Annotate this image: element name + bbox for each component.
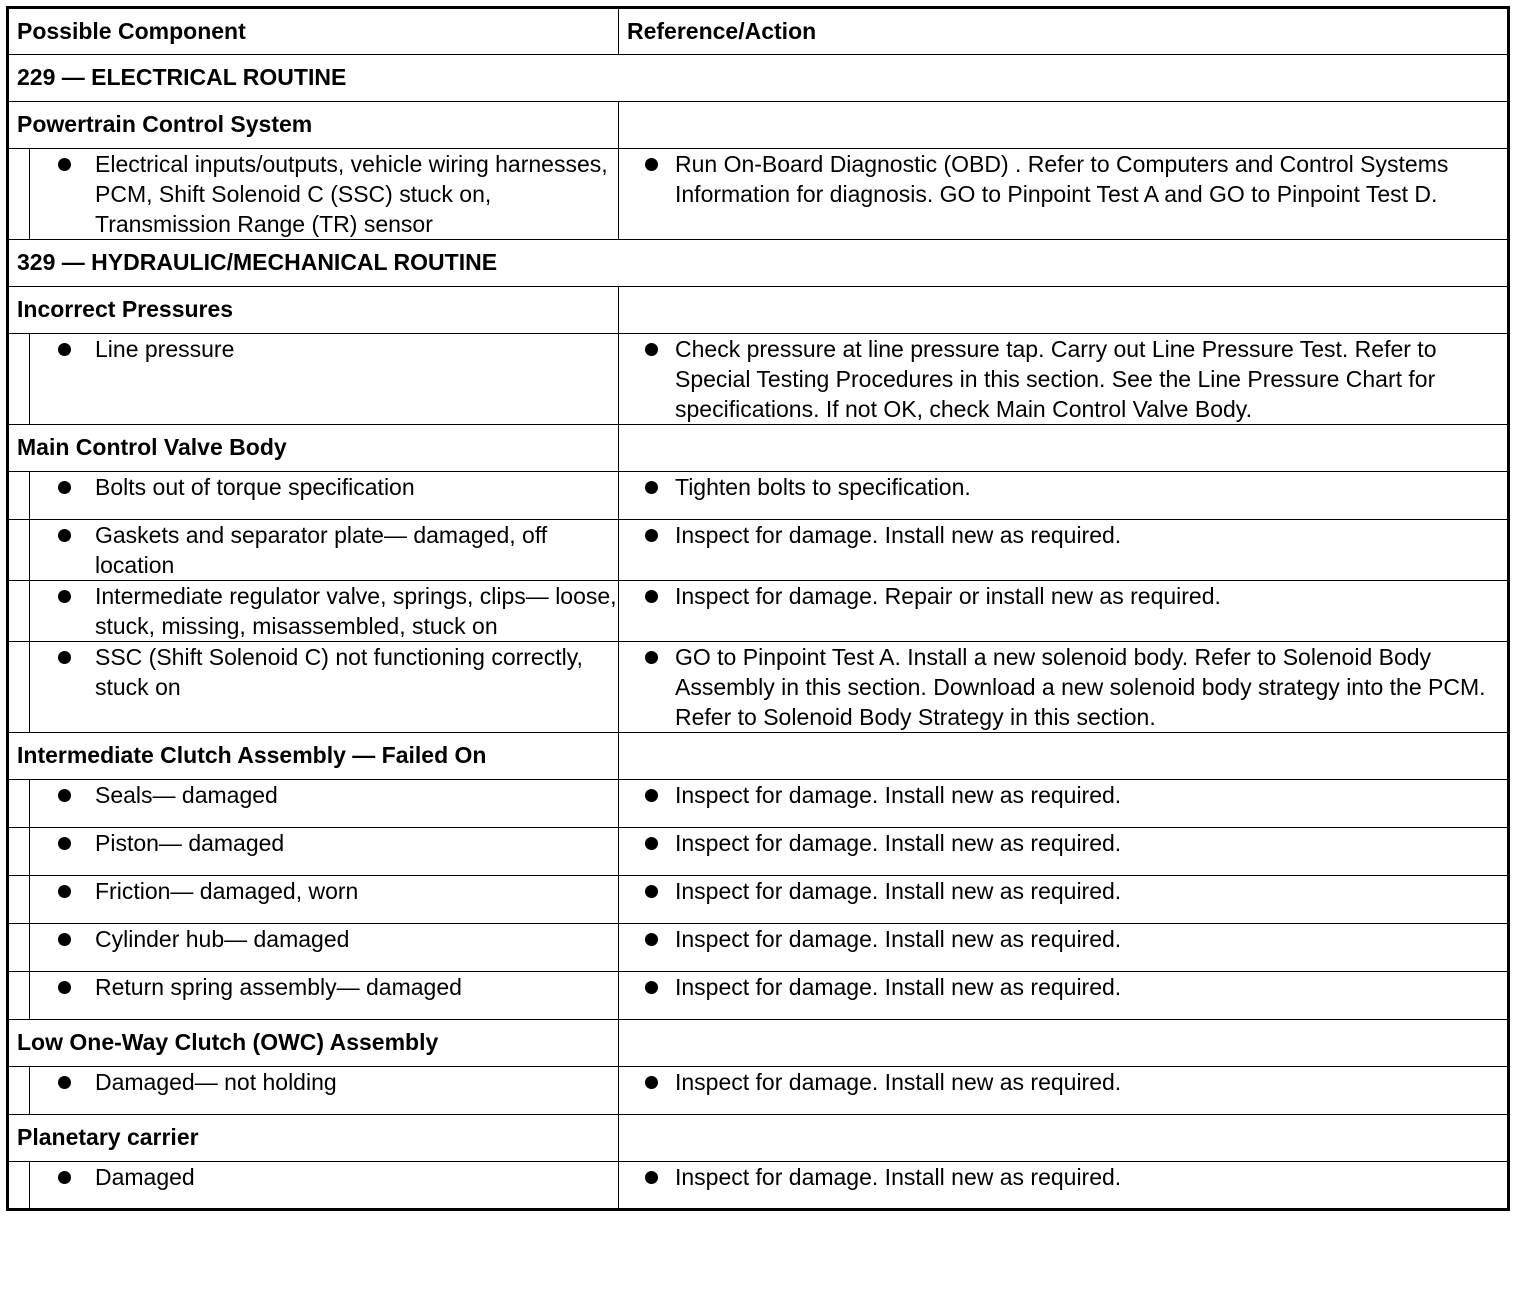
action-text: Inspect for damage. Install new as required. (675, 1069, 1122, 1095)
indent-cell (8, 581, 30, 642)
bullet-icon (645, 837, 658, 850)
component-text: Friction— damaged, worn (95, 878, 359, 904)
category-action-empty (619, 102, 1509, 149)
action-text: Inspect for damage. Install new as required. (675, 782, 1122, 808)
bullet-line (30, 642, 618, 702)
table-row (8, 1162, 1509, 1210)
section-title: 229 — ELECTRICAL ROUTINE (8, 55, 1509, 102)
diagnosis-table-body (8, 8, 1509, 1210)
action-cell (619, 1067, 1509, 1115)
action-cell (619, 972, 1509, 1020)
component-text: Return spring assembly— damaged (95, 974, 462, 1000)
bullet-icon (645, 981, 658, 994)
category-row (8, 425, 1509, 472)
bullet-icon (58, 590, 71, 603)
bullet-icon (645, 529, 658, 542)
action-text: Inspect for damage. Install new as required. (675, 522, 1122, 548)
component-text: SSC (Shift Solenoid C) not functioning correctly, stuck on (95, 644, 583, 700)
component-cell (30, 924, 619, 972)
category-row (8, 1020, 1509, 1067)
action-text: Run On-Board Diagnostic (OBD) . Refer to Computers and Control Systems Information for diagnosis. GO to Pinpoint Test A and GO to Pinpoint Test D. (675, 151, 1449, 207)
component-cell (30, 828, 619, 876)
diagnosis-table (6, 6, 1510, 1211)
action-text: Inspect for damage. Install new as required. (675, 878, 1122, 904)
component-text: Electrical inputs/outputs, vehicle wiring harnesses, PCM, Shift Solenoid C (SSC) stuck on, Transmission Range (TR) sensor (95, 151, 608, 237)
indent-cell (8, 1162, 30, 1210)
category-row (8, 287, 1509, 334)
bullet-icon (645, 158, 658, 171)
component-text: Cylinder hub— damaged (95, 926, 350, 952)
bullet-icon (58, 529, 71, 542)
action-cell (619, 149, 1509, 240)
component-cell (30, 149, 619, 240)
component-cell (30, 1162, 619, 1210)
category-row (8, 1115, 1509, 1162)
action-text: GO to Pinpoint Test A. Install a new solenoid body. Refer to Solenoid Body Assembly in this section. Download a new solenoid body strategy into the PCM. Refer to Solenoid Body Strategy in this section. (675, 644, 1486, 730)
action-text: Inspect for damage. Install new as required. (675, 926, 1122, 952)
bullet-line (619, 520, 1507, 550)
component-text: Seals— damaged (95, 782, 278, 808)
action-text: Check pressure at line pressure tap. Carry out Line Pressure Test. Refer to Special Testing Procedures in this section. See the Line Pressure Chart for specifications. If not OK, check Main Control Valve Body. (675, 336, 1437, 422)
bullet-line (619, 972, 1507, 1002)
bullet-icon (645, 789, 658, 802)
component-text: Bolts out of torque specification (95, 474, 415, 500)
action-cell (619, 520, 1509, 581)
bullet-icon (58, 789, 71, 802)
bullet-line (619, 876, 1507, 906)
bullet-icon (645, 1171, 658, 1184)
indent-cell (8, 780, 30, 828)
bullet-icon (58, 1076, 71, 1089)
bullet-icon (58, 837, 71, 850)
bullet-icon (645, 885, 658, 898)
component-text: Intermediate regulator valve, springs, clips— loose, stuck, missing, misassembled, stuck on (95, 583, 617, 639)
header-component: Possible Component (8, 8, 619, 55)
table-row (8, 472, 1509, 520)
indent-cell (8, 828, 30, 876)
table-row (8, 149, 1509, 240)
indent-cell (8, 149, 30, 240)
category-action-empty (619, 733, 1509, 780)
bullet-line (30, 972, 618, 1002)
component-text: Piston— damaged (95, 830, 285, 856)
bullet-icon (645, 481, 658, 494)
action-text: Tighten bolts to specification. (675, 474, 971, 500)
table-header-row (8, 8, 1509, 55)
table-row (8, 642, 1509, 733)
action-text: Inspect for damage. Install new as required. (675, 974, 1122, 1000)
category-action-empty (619, 425, 1509, 472)
category-action-empty (619, 1020, 1509, 1067)
bullet-icon (645, 1076, 658, 1089)
component-cell (30, 334, 619, 425)
bullet-icon (645, 651, 658, 664)
action-cell (619, 642, 1509, 733)
action-cell (619, 334, 1509, 425)
action-text: Inspect for damage. Install new as required. (675, 1164, 1122, 1190)
table-row (8, 828, 1509, 876)
indent-cell (8, 642, 30, 733)
table-row (8, 972, 1509, 1020)
table-row (8, 1067, 1509, 1115)
bullet-icon (58, 343, 71, 356)
bullet-line (619, 581, 1507, 611)
component-cell (30, 520, 619, 581)
bullet-line (30, 924, 618, 954)
category-title: Intermediate Clutch Assembly — Failed On (8, 733, 619, 780)
table-row (8, 780, 1509, 828)
indent-cell (8, 520, 30, 581)
bullet-line (30, 780, 618, 810)
component-cell (30, 972, 619, 1020)
bullet-line (30, 581, 618, 641)
bullet-line (619, 924, 1507, 954)
action-text: Inspect for damage. Repair or install new as required. (675, 583, 1221, 609)
category-row (8, 102, 1509, 149)
bullet-line (30, 1162, 618, 1192)
action-cell (619, 828, 1509, 876)
bullet-line (30, 1067, 618, 1097)
action-cell (619, 472, 1509, 520)
component-cell (30, 876, 619, 924)
bullet-line (30, 828, 618, 858)
indent-cell (8, 924, 30, 972)
indent-cell (8, 876, 30, 924)
category-title: Main Control Valve Body (8, 425, 619, 472)
component-text: Damaged— not holding (95, 1069, 337, 1095)
bullet-line (619, 149, 1507, 209)
category-title: Planetary carrier (8, 1115, 619, 1162)
bullet-icon (645, 933, 658, 946)
action-cell (619, 924, 1509, 972)
bullet-icon (58, 481, 71, 494)
table-row (8, 924, 1509, 972)
bullet-icon (645, 343, 658, 356)
section-row (8, 55, 1509, 102)
component-cell (30, 780, 619, 828)
indent-cell (8, 334, 30, 425)
section-title: 329 — HYDRAULIC/MECHANICAL ROUTINE (8, 240, 1509, 287)
category-action-empty (619, 287, 1509, 334)
component-text: Line pressure (95, 336, 235, 362)
action-cell (619, 876, 1509, 924)
bullet-line (30, 334, 618, 364)
table-row (8, 876, 1509, 924)
component-text: Gaskets and separator plate— damaged, off location (95, 522, 548, 578)
indent-cell (8, 1067, 30, 1115)
component-cell (30, 581, 619, 642)
action-cell (619, 581, 1509, 642)
indent-cell (8, 972, 30, 1020)
category-title: Incorrect Pressures (8, 287, 619, 334)
bullet-line (619, 828, 1507, 858)
category-title: Low One-Way Clutch (OWC) Assembly (8, 1020, 619, 1067)
bullet-line (619, 1067, 1507, 1097)
bullet-line (619, 1162, 1507, 1192)
indent-cell (8, 472, 30, 520)
bullet-icon (58, 158, 71, 171)
bullet-icon (645, 590, 658, 603)
action-cell (619, 780, 1509, 828)
bullet-line (30, 472, 618, 502)
component-cell (30, 1067, 619, 1115)
bullet-icon (58, 651, 71, 664)
bullet-icon (58, 1171, 71, 1184)
bullet-line (30, 876, 618, 906)
category-title: Powertrain Control System (8, 102, 619, 149)
action-text: Inspect for damage. Install new as required. (675, 830, 1122, 856)
bullet-line (619, 334, 1507, 424)
bullet-line (619, 642, 1507, 732)
table-row (8, 581, 1509, 642)
table-row (8, 520, 1509, 581)
component-text: Damaged (95, 1164, 195, 1190)
bullet-line (619, 780, 1507, 810)
table-row (8, 334, 1509, 425)
component-cell (30, 642, 619, 733)
bullet-line (619, 472, 1507, 502)
action-cell (619, 1162, 1509, 1210)
category-row (8, 733, 1509, 780)
bullet-icon (58, 933, 71, 946)
component-cell (30, 472, 619, 520)
category-action-empty (619, 1115, 1509, 1162)
header-action: Reference/Action (619, 8, 1509, 55)
bullet-line (30, 520, 618, 580)
bullet-line (30, 149, 618, 239)
section-row (8, 240, 1509, 287)
bullet-icon (58, 885, 71, 898)
bullet-icon (58, 981, 71, 994)
